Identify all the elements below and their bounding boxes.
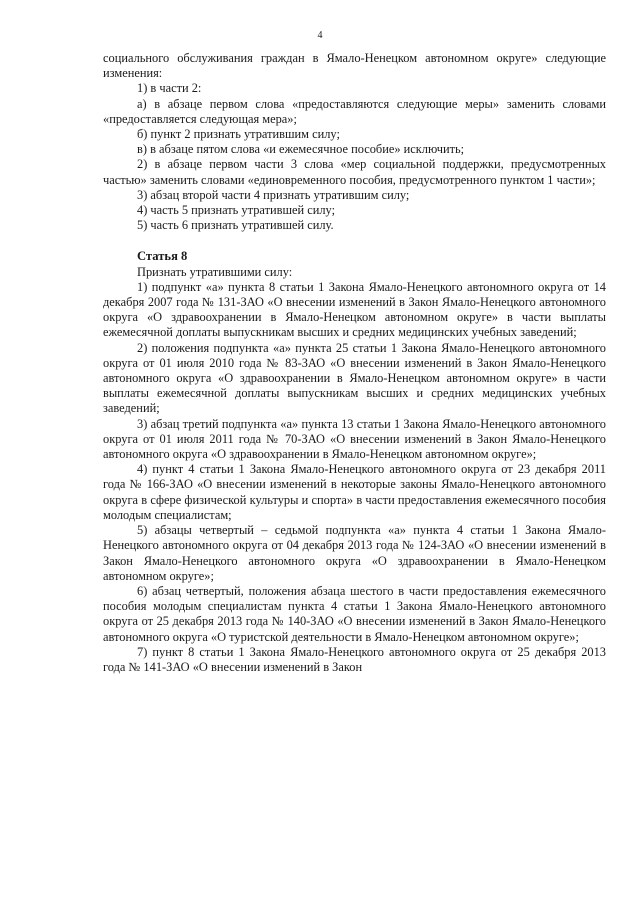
paragraph: 3) абзац второй части 4 признать утратившим силу; xyxy=(137,187,410,202)
article-8 xyxy=(103,249,606,675)
section-spacer xyxy=(103,233,606,249)
article-title: Статья 8 xyxy=(137,249,188,264)
article-item: 5) абзацы четвертый – седьмой подпункта «а» пункта 4 статьи 1 Закона Ямало-Ненецкого автономного округа от 04 декабря 2013 года № 124-ЗАО «О внесении изменений в Закон Ямало-Ненецкого автономного округа «О здравоохранении в Ямало-Ненецком автономном округе»; xyxy=(103,523,606,583)
paragraph: в) в абзаце пятом слова «и ежемесячное пособие» исключить; xyxy=(137,142,465,157)
article-item: 2) положения подпункта «а» пункта 25 статьи 1 Закона Ямало-Ненецкого автономного округа от 01 июля 2010 года № 83-ЗАО «О внесении изменений в Закон Ямало-Ненецкого автономного округа «О здравоохранении в Ямало-Ненецком автономном округе» в части выплаты ежемесячной доплаты выпускникам высших и средних медицинских учебных заведений; xyxy=(103,340,606,416)
article-item: 7) пункт 8 статьи 1 Закона Ямало-Ненецкого автономного округа от 25 декабря 2013 года № 141-ЗАО «О внесении изменений в Закон xyxy=(103,644,606,674)
paragraph: 2) в абзаце первом части 3 слова «мер социальной поддержки, предусмотренных частью» заменить словами «единовременного пособия, предусмотренного пунктом 1 части»; xyxy=(103,157,606,187)
amendments-section xyxy=(103,51,606,233)
page-number: 4 xyxy=(317,30,323,41)
article-item: 6) абзац четвертый, положения абзаца шестого в части предоставления ежемесячного пособия молодым специалистам пункта 4 статьи 1 Закона Ямало-Ненецкого автономного округа от 25 декабря 2013 года № 140-ЗАО «О внесении изменений в Закон Ямало-Ненецкого автономного округа «О туристской деятельности в Ямало-Ненецком автономном округе»; xyxy=(103,583,606,644)
document-body xyxy=(103,51,606,675)
paragraph: 5) часть 6 признать утратившей силу. xyxy=(137,218,334,233)
article-intro: Признать утратившими силу: xyxy=(137,264,293,279)
article-item: 1) подпункт «а» пункта 8 статьи 1 Закона Ямало-Ненецкого автономного округа от 14 декабря 2007 года № 131-ЗАО «О внесении изменений в Закон Ямало-Ненецкого автономного округа «О здравоохранении в Ямало-Ненецком автономном округе» в части выплаты ежемесячной доплаты выпускникам высших и средних медицинских учебных заведений; xyxy=(103,279,606,340)
paragraph: социального обслуживания граждан в Ямало-Ненецком автономном округе» следующие изменения: xyxy=(103,51,606,81)
paragraph: б) пункт 2 признать утратившим силу; xyxy=(137,127,340,142)
paragraph: 4) часть 5 признать утратившей силу; xyxy=(137,203,336,218)
article-item: 4) пункт 4 статьи 1 Закона Ямало-Ненецкого автономного округа от 23 декабря 2011 года № 166-ЗАО «О внесении изменений в некоторые законы Ямало-Ненецкого автономного округа в сфере физической культуры и спорта» в части предоставления ежемесячного пособия молодым специалистам; xyxy=(103,462,606,522)
paragraph: а) в абзаце первом слова «предоставляются следующие меры» заменить словами «предоставляется следующая мера»; xyxy=(103,96,606,126)
paragraph: 1) в части 2: xyxy=(137,81,202,96)
article-item: 3) абзац третий подпункта «а» пункта 13 статьи 1 Закона Ямало-Ненецкого автономного округа от 01 июля 2011 года № 70-ЗАО «О внесении изменений в Закон Ямало-Ненецкого автономного округа «О здравоохранении в Ямало-Ненецком автономном округе»; xyxy=(103,416,606,462)
